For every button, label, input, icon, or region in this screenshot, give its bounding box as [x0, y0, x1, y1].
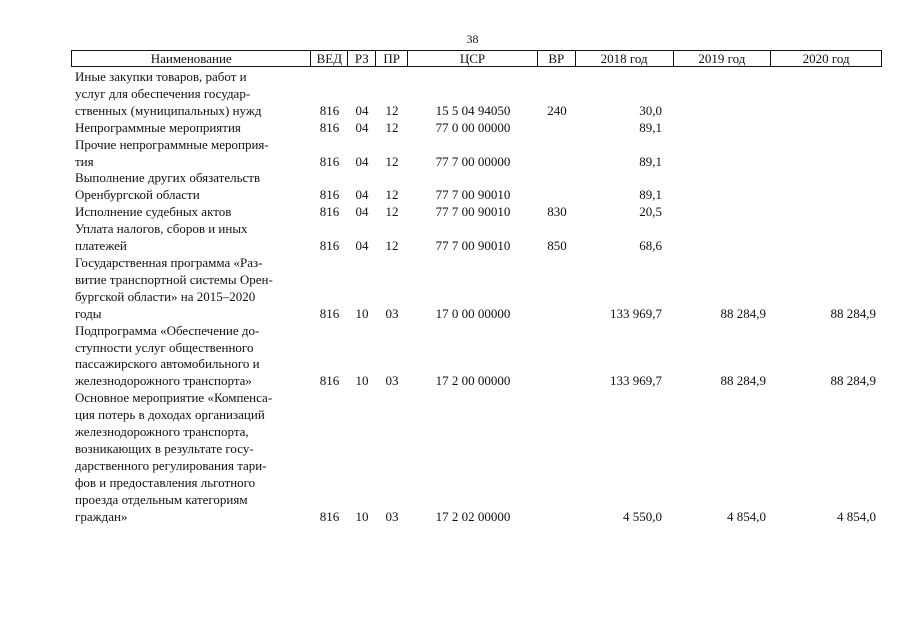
header-2019: 2019 год	[674, 51, 772, 66]
row-name	[71, 137, 311, 171]
row-name-line: фов и предоставления льготного	[75, 474, 256, 490]
row-name-line: Государственная программа «Раз-	[75, 254, 263, 270]
row-name-line: платежей	[75, 238, 127, 254]
cell-csr: 77 7 00 90010	[435, 187, 511, 203]
row-name-line: услуг для обеспечения государ-	[75, 85, 251, 101]
cell-2019: 4 854,0	[727, 508, 766, 524]
table-row	[71, 69, 882, 120]
row-name-line: железнодорожного транспорта»	[75, 373, 252, 389]
cell-pr: 03	[385, 508, 399, 524]
cell-csr: 17 2 00 00000	[435, 373, 511, 389]
cell-rz: 10	[355, 305, 369, 321]
row-name-line: Иные закупки товаров, работ и	[75, 69, 247, 84]
header-csr: ЦСР	[408, 51, 538, 66]
cell-2018: 89,1	[639, 119, 662, 135]
cell-pr: 12	[385, 153, 399, 169]
cell-rz: 04	[355, 119, 369, 135]
row-name-line: годы	[75, 305, 102, 321]
row-name-line: дарственного регулирования тари-	[75, 457, 267, 473]
cell-ved: 816	[319, 204, 340, 220]
row-name-line: пассажирского автомобильного и	[75, 356, 260, 372]
cell-pr: 12	[385, 187, 399, 203]
row-name	[71, 255, 311, 323]
row-name	[71, 323, 311, 391]
cell-rz: 04	[355, 204, 369, 220]
table-row	[71, 390, 882, 525]
row-name-line: граждан»	[75, 508, 128, 524]
cell-rz: 04	[355, 238, 369, 254]
row-name	[71, 204, 311, 221]
table-row	[71, 323, 882, 391]
row-name-line: тия	[75, 153, 94, 169]
cell-rz: 10	[355, 373, 369, 389]
cell-2018: 89,1	[639, 153, 662, 169]
row-name-line: Подпрограмма «Обеспечение до-	[75, 322, 260, 338]
cell-csr: 77 0 00 00000	[435, 119, 511, 135]
cell-vr: 830	[547, 204, 567, 220]
cell-pr: 12	[385, 204, 399, 220]
row-name-line: ция потерь в доходах организаций	[75, 407, 265, 423]
cell-rz: 04	[355, 187, 369, 203]
cell-ved: 816	[319, 153, 340, 169]
row-name-line: возникающих в результате госу-	[75, 440, 254, 456]
cell-pr: 12	[385, 119, 399, 135]
cell-ved: 816	[319, 187, 340, 203]
cell-ved: 816	[319, 508, 340, 524]
table-body	[71, 69, 882, 525]
header-name: Наименование	[72, 51, 311, 66]
cell-csr: 15 5 04 94050	[435, 102, 511, 118]
row-name	[71, 390, 311, 525]
row-name-line: Основное мероприятие «Компенса-	[75, 390, 273, 406]
cell-2018: 4 550,0	[623, 508, 662, 524]
cell-2020: 4 854,0	[837, 508, 876, 524]
header-rz: РЗ	[348, 51, 376, 66]
table-header	[71, 50, 882, 67]
header-2018: 2018 год	[576, 51, 674, 66]
row-name	[71, 170, 311, 204]
row-name-line: ственных (муниципальных) нужд	[75, 102, 262, 118]
row-name-line: Оренбургской области	[75, 187, 200, 203]
row-name-line: витие транспортной системы Орен-	[75, 271, 273, 287]
cell-vr: 240	[547, 102, 567, 118]
cell-ved: 816	[319, 305, 340, 321]
cell-pr: 12	[385, 238, 399, 254]
header-vr: ВР	[538, 51, 576, 66]
cell-vr: 850	[547, 238, 567, 254]
row-name	[71, 120, 311, 137]
cell-csr: 17 2 02 00000	[435, 508, 511, 524]
row-name-line: Прочие непрограммные мероприя-	[75, 136, 269, 152]
cell-csr: 17 0 00 00000	[435, 305, 511, 321]
cell-ved: 816	[319, 102, 340, 118]
cell-2020: 88 284,9	[830, 305, 876, 321]
cell-rz: 04	[355, 102, 369, 118]
cell-ved: 816	[319, 373, 340, 389]
table-row	[71, 137, 882, 171]
header-ved: ВЕД	[311, 51, 348, 66]
table-row	[71, 255, 882, 323]
cell-2018: 30,0	[639, 102, 662, 118]
row-name	[71, 221, 311, 255]
cell-ved: 816	[319, 119, 340, 135]
row-name-line: проезда отдельным категориям	[75, 491, 248, 507]
cell-rz: 04	[355, 153, 369, 169]
cell-csr: 77 7 00 90010	[435, 238, 511, 254]
row-name-line: Исполнение судебных актов	[75, 204, 232, 220]
table-row	[71, 170, 882, 204]
table-row	[71, 120, 882, 137]
cell-ved: 816	[319, 238, 340, 254]
cell-csr: 77 7 00 00000	[435, 153, 511, 169]
cell-2019: 88 284,9	[720, 373, 766, 389]
row-name-line: ступности услуг общественного	[75, 339, 254, 355]
header-2020: 2020 год	[802, 51, 850, 66]
cell-2018: 133 969,7	[610, 305, 662, 321]
cell-csr: 77 7 00 90010	[435, 204, 511, 220]
row-name-line: железнодорожного транспорта,	[75, 424, 249, 440]
row-name-line: Уплата налогов, сборов и иных	[75, 221, 248, 237]
cell-2018: 68,6	[639, 238, 662, 254]
cell-pr: 03	[385, 305, 399, 321]
row-name-line: Выполнение других обязательств	[75, 170, 261, 186]
cell-2018: 20,5	[639, 204, 662, 220]
cell-pr: 03	[385, 373, 399, 389]
cell-2018: 89,1	[639, 187, 662, 203]
row-name-line: Непрограммные мероприятия	[75, 119, 241, 135]
row-name	[71, 69, 311, 120]
page-number: 38	[466, 32, 479, 46]
cell-pr: 12	[385, 102, 399, 118]
cell-2019: 88 284,9	[720, 305, 766, 321]
cell-2018: 133 969,7	[610, 373, 662, 389]
cell-rz: 10	[355, 508, 369, 524]
cell-2020: 88 284,9	[830, 373, 876, 389]
table-row	[71, 221, 882, 255]
header-pr: ПР	[376, 51, 408, 66]
table-row	[71, 204, 882, 221]
row-name-line: бургской области» на 2015–2020	[75, 288, 256, 304]
